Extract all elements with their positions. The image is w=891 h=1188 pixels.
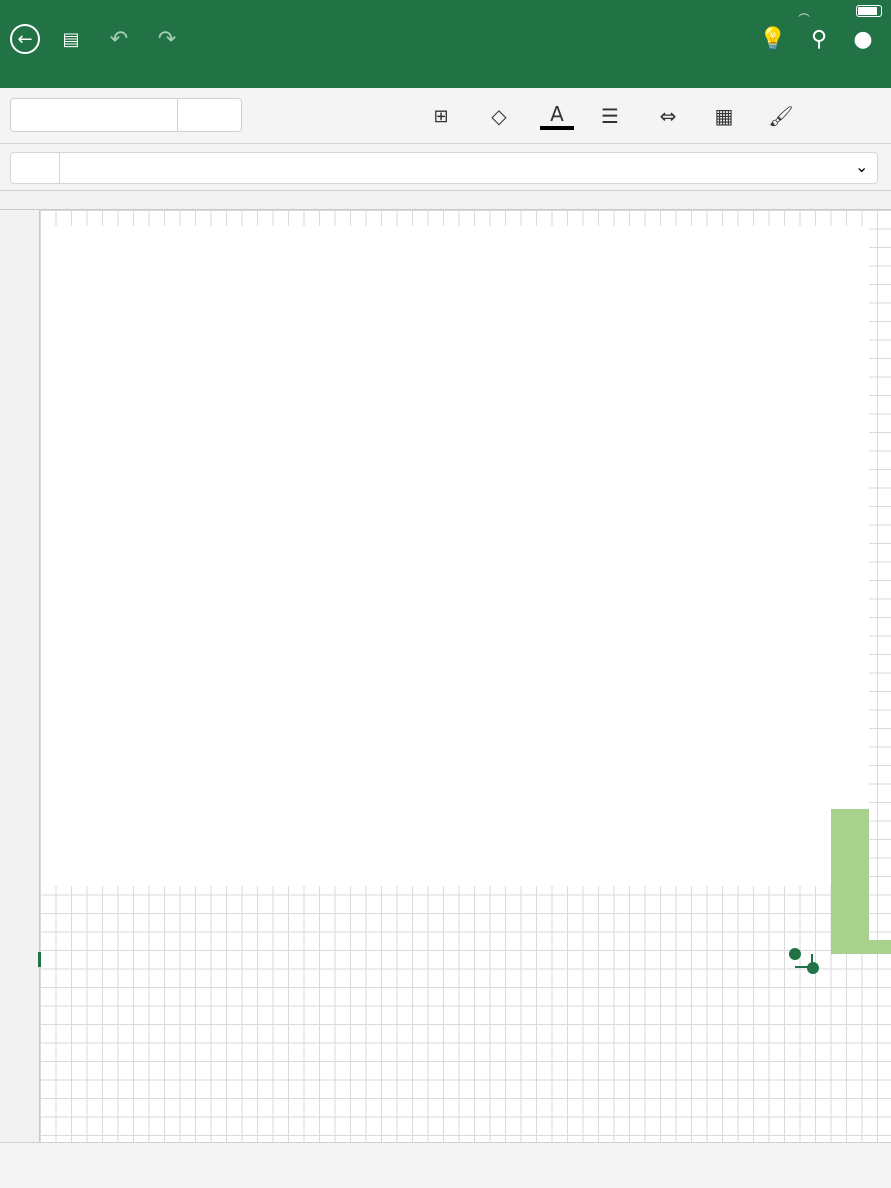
back-button[interactable]: ←	[10, 24, 40, 54]
format-icon[interactable]: ▦	[714, 104, 734, 128]
font-selector[interactable]	[10, 98, 242, 132]
selection-bracket	[795, 954, 813, 968]
selection-highlight	[831, 809, 869, 952]
file-icon[interactable]: ▤	[62, 28, 80, 50]
spreadsheet-grid[interactable]	[0, 210, 891, 1142]
status-bar	[0, 0, 891, 22]
font-divider	[177, 99, 178, 131]
number-format-button[interactable]	[818, 100, 858, 132]
formula-bar	[0, 144, 891, 191]
battery-icon	[856, 5, 882, 17]
bold-button[interactable]	[260, 100, 286, 132]
column-headers	[0, 191, 891, 210]
undo-icon[interactable]: ↶	[109, 26, 129, 52]
sheet-tabs-bar	[0, 1142, 891, 1188]
search-icon[interactable]: ⚲	[810, 26, 828, 52]
borders-icon[interactable]: ⊞	[433, 105, 449, 127]
chevron-down-icon[interactable]: ⌄	[855, 157, 869, 176]
fill-color-icon[interactable]: ◇	[491, 104, 507, 128]
underline-button[interactable]	[372, 100, 398, 132]
align-icon[interactable]: ☰	[601, 104, 619, 128]
italic-button[interactable]	[316, 100, 342, 132]
ribbon-toolbar	[0, 88, 891, 144]
user-icon[interactable]: ●	[853, 26, 873, 52]
fx-divider	[59, 153, 60, 183]
app-top-bar	[0, 0, 891, 88]
wrap-icon[interactable]: ⇔	[659, 104, 677, 128]
menu-sheet	[41, 226, 869, 886]
redo-icon[interactable]: ↷	[157, 26, 177, 52]
active-row-marker	[38, 952, 41, 967]
format-painter-icon[interactable]: 🖌	[768, 104, 794, 128]
formula-input[interactable]	[10, 152, 878, 184]
lightbulb-icon[interactable]: 💡	[759, 26, 787, 52]
wifi-icon: ︵	[798, 5, 811, 19]
selection-strip	[831, 940, 891, 954]
font-color-icon[interactable]: A	[540, 100, 574, 132]
row-headers	[0, 210, 40, 1142]
